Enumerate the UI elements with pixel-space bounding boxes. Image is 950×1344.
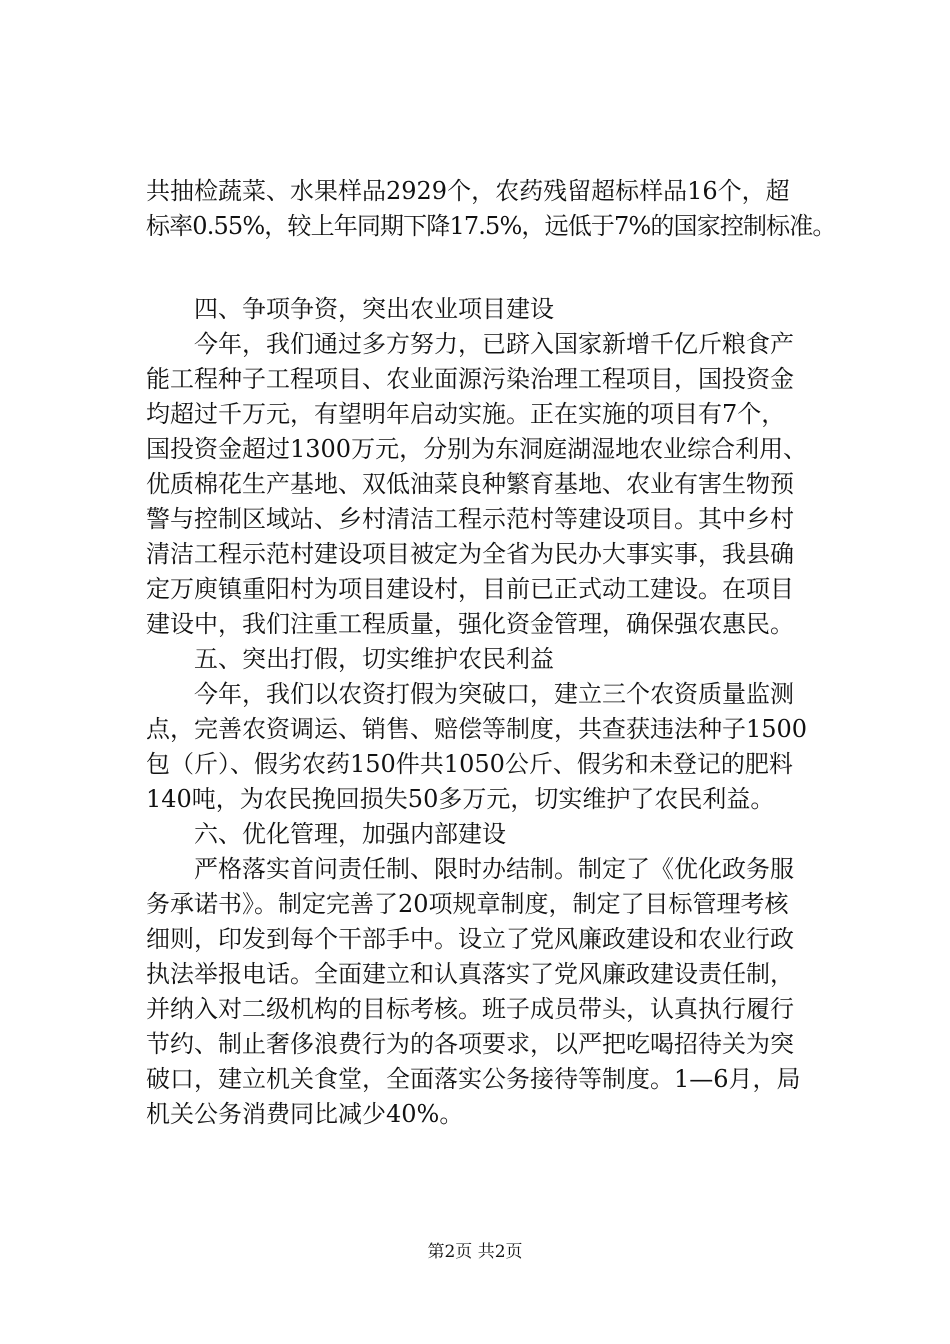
text-line: 节约、制止奢侈浪费行为的各项要求，以严把吃喝招待关为突 (146, 1030, 794, 1058)
page-footer: 第2页 共2页 (427, 1242, 523, 1262)
text-line: 五、突出打假，切实维护农民利益 (146, 645, 554, 673)
text-line: 均超过千万元，有望明年启动实施。正在实施的项目有7个， (146, 400, 786, 428)
text-line: 140吨，为农民挽回损失50多万元，切实维护了农民利益。 (146, 785, 775, 813)
text-line: 严格落实首问责任制、限时办结制。制定了《优化政务服 (146, 855, 794, 883)
text-line: 今年，我们以农资打假为突破口，建立三个农资质量监测 (146, 680, 794, 708)
text-line: 破口，建立机关食堂，全面落实公务接待等制度。1—6月，局 (146, 1065, 801, 1093)
text-line: 能工程种子工程项目、农业面源污染治理工程项目，国投资金 (146, 365, 794, 393)
paragraph-gap (146, 244, 836, 292)
text-line: 六、优化管理，加强内部建设 (146, 820, 506, 848)
text-line: 警与控制区域站、乡村清洁工程示范村等建设项目。其中乡村 (146, 505, 794, 533)
text-line: 定万庾镇重阳村为项目建设村，目前已正式动工建设。在项目 (146, 575, 794, 603)
text-line: 执法举报电话。全面建立和认真落实了党风廉政建设责任制， (146, 960, 794, 988)
text-line: 并纳入对二级机构的目标考核。班子成员带头，认真执行履行 (146, 995, 794, 1023)
text-line: 国投资金超过1300万元，分别为东洞庭湖湿地农业综合利用、 (146, 435, 808, 463)
text-line: 优质棉花生产基地、双低油菜良种繁育基地、农业有害生物预 (146, 470, 794, 498)
text-line: 机关公务消费同比减少40%。 (146, 1100, 464, 1128)
text-line: 共抽检蔬菜、水果样品2929个，农药残留超标样品16个，超 (146, 177, 790, 205)
text-line: 点，完善农资调运、销售、赔偿等制度，共查获违法种子1500 (146, 715, 808, 743)
body-text (146, 174, 836, 1132)
text-line: 包（斤）、假劣农药150件共1050公斤、假劣和未登记的肥料 (146, 750, 793, 778)
text-line: 务承诺书》。制定完善了20项规章制度，制定了目标管理考核 (146, 890, 789, 918)
text-line: 清洁工程示范村建设项目被定为全省为民办大事实事，我县确 (146, 540, 794, 568)
text-line: 今年，我们通过多方努力，已跻入国家新增千亿斤粮食产 (146, 330, 794, 358)
text-line: 四、争项争资，突出农业项目建设 (146, 295, 554, 323)
text-line: 标率0.55%，较上年同期下降17.5%，远低于7%的国家控制标准。 (146, 212, 836, 240)
text-line: 细则，印发到每个干部手中。设立了党风廉政建设和农业行政 (146, 925, 794, 953)
text-line: 建设中，我们注重工程质量，强化资金管理，确保强农惠民。 (146, 610, 794, 638)
